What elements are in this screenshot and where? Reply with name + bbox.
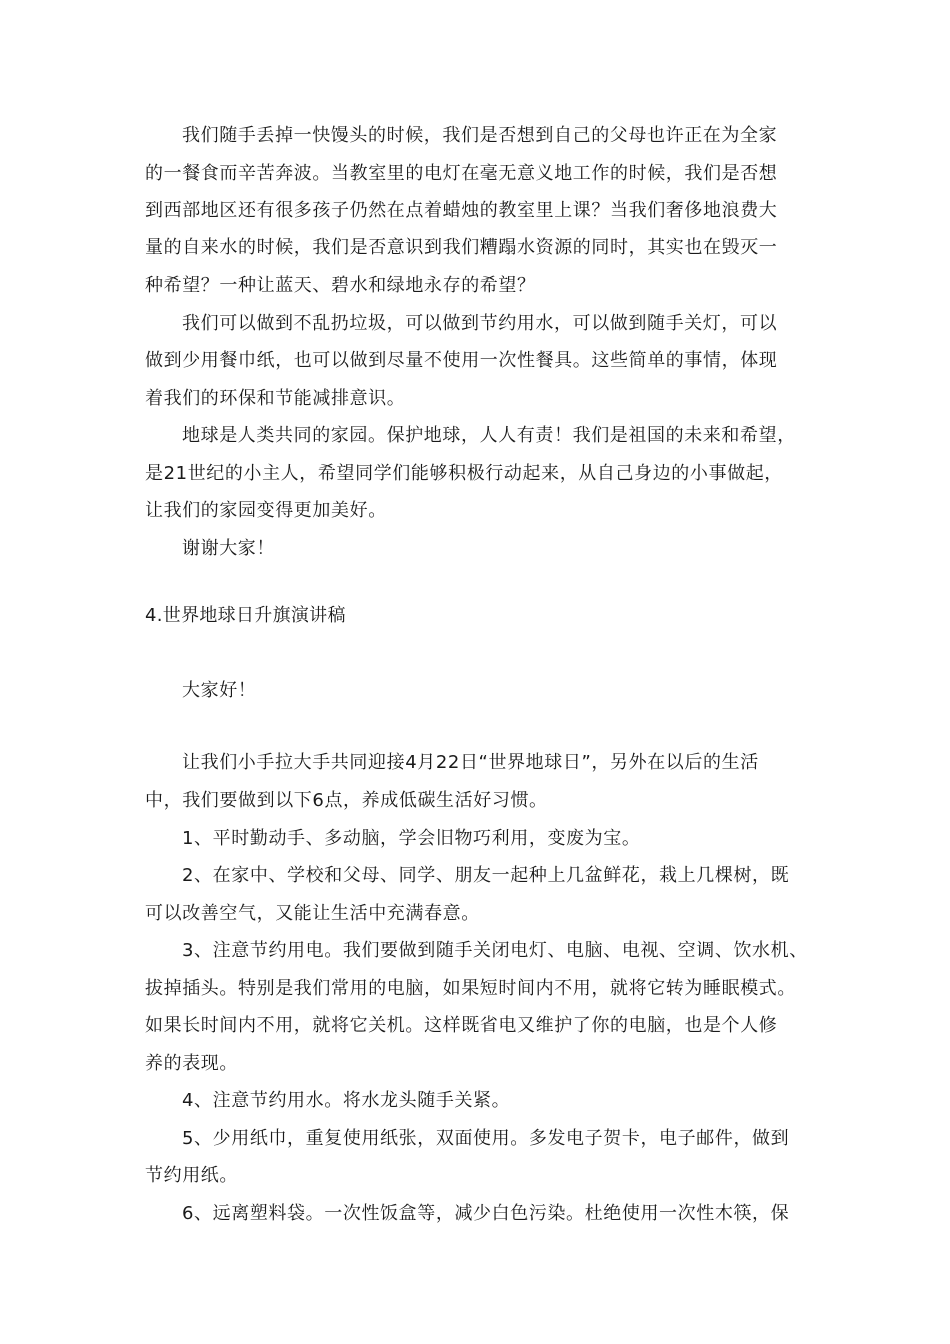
text-line: 地球是人类共同的家园。保护地球，人人有责！我们是祖国的未来和希望， [182,425,796,446]
text-line: 让我们小手拉大手共同迎接4月22日“世界地球日”，另外在以后的生活 [182,752,759,773]
text-line: 我们可以做到不乱扔垃圾，可以做到节约用水，可以做到随手关灯，可以 [182,313,778,334]
text-line: 养的表现。 [145,1053,238,1074]
text-line: 让我们的家园变得更加美好。 [145,500,387,521]
text-line: 拔掉插头。特别是我们常用的电脑，如果短时间内不用，就将它转为睡眠模式。 [145,978,796,999]
text-line: 中，我们要做到以下6点，养成低碳生活好习惯。 [145,790,548,811]
text-line: 1、平时勤动手、多动脑，学会旧物巧利用，变废为宝。 [182,828,641,849]
text-line: 我们随手丢掉一快馒头的时候，我们是否想到自己的父母也许正在为全家 [182,125,778,146]
text-line: 5、少用纸巾，重复使用纸张，双面使用。多发电子贺卡，电子邮件，做到 [182,1128,790,1149]
text-line: 4、注意节约用水。将水龙头随手关紧。 [182,1090,511,1111]
text-line: 2、在家中、学校和父母、同学、朋友一起种上几盆鲜花，栽上几棵树，既 [182,865,790,886]
section-heading: 4.世界地球日升旗演讲稿 [145,605,346,626]
text-line: 3、注意节约用电。我们要做到随手关闭电灯、电脑、电视、空调、饮水机、 [182,940,808,961]
text-line: 种希望？一种让蓝天、碧水和绿地永存的希望？ [145,275,536,296]
text-line: 着我们的环保和节能减排意识。 [145,388,406,409]
text-line: 做到少用餐巾纸，也可以做到尽量不使用一次性餐具。这些简单的事情，体现 [145,350,778,371]
text-line: 是21世纪的小主人，希望同学们能够积极行动起来，从自己身边的小事做起， [145,463,783,484]
text-line: 可以改善空气，又能让生活中充满春意。 [145,903,480,924]
text-line: 的一餐食而辛苦奔波。当教室里的电灯在毫无意义地工作的时候，我们是否想 [145,163,778,184]
text-line: 到西部地区还有很多孩子仍然在点着蜡烛的教室里上课？当我们奢侈地浪费大 [145,200,778,221]
text-line: 大家好！ [182,680,257,701]
text-line: 如果长时间内不用，就将它关机。这样既省电又维护了你的电脑，也是个人修 [145,1015,778,1036]
text-line: 节约用纸。 [145,1165,238,1186]
text-line: 谢谢大家！ [182,538,275,559]
text-line: 量的自来水的时候，我们是否意识到我们糟蹋水资源的同时，其实也在毁灭一 [145,237,778,258]
text-line: 6、远离塑料袋。一次性饭盒等，减少白色污染。杜绝使用一次性木筷，保 [182,1203,790,1224]
